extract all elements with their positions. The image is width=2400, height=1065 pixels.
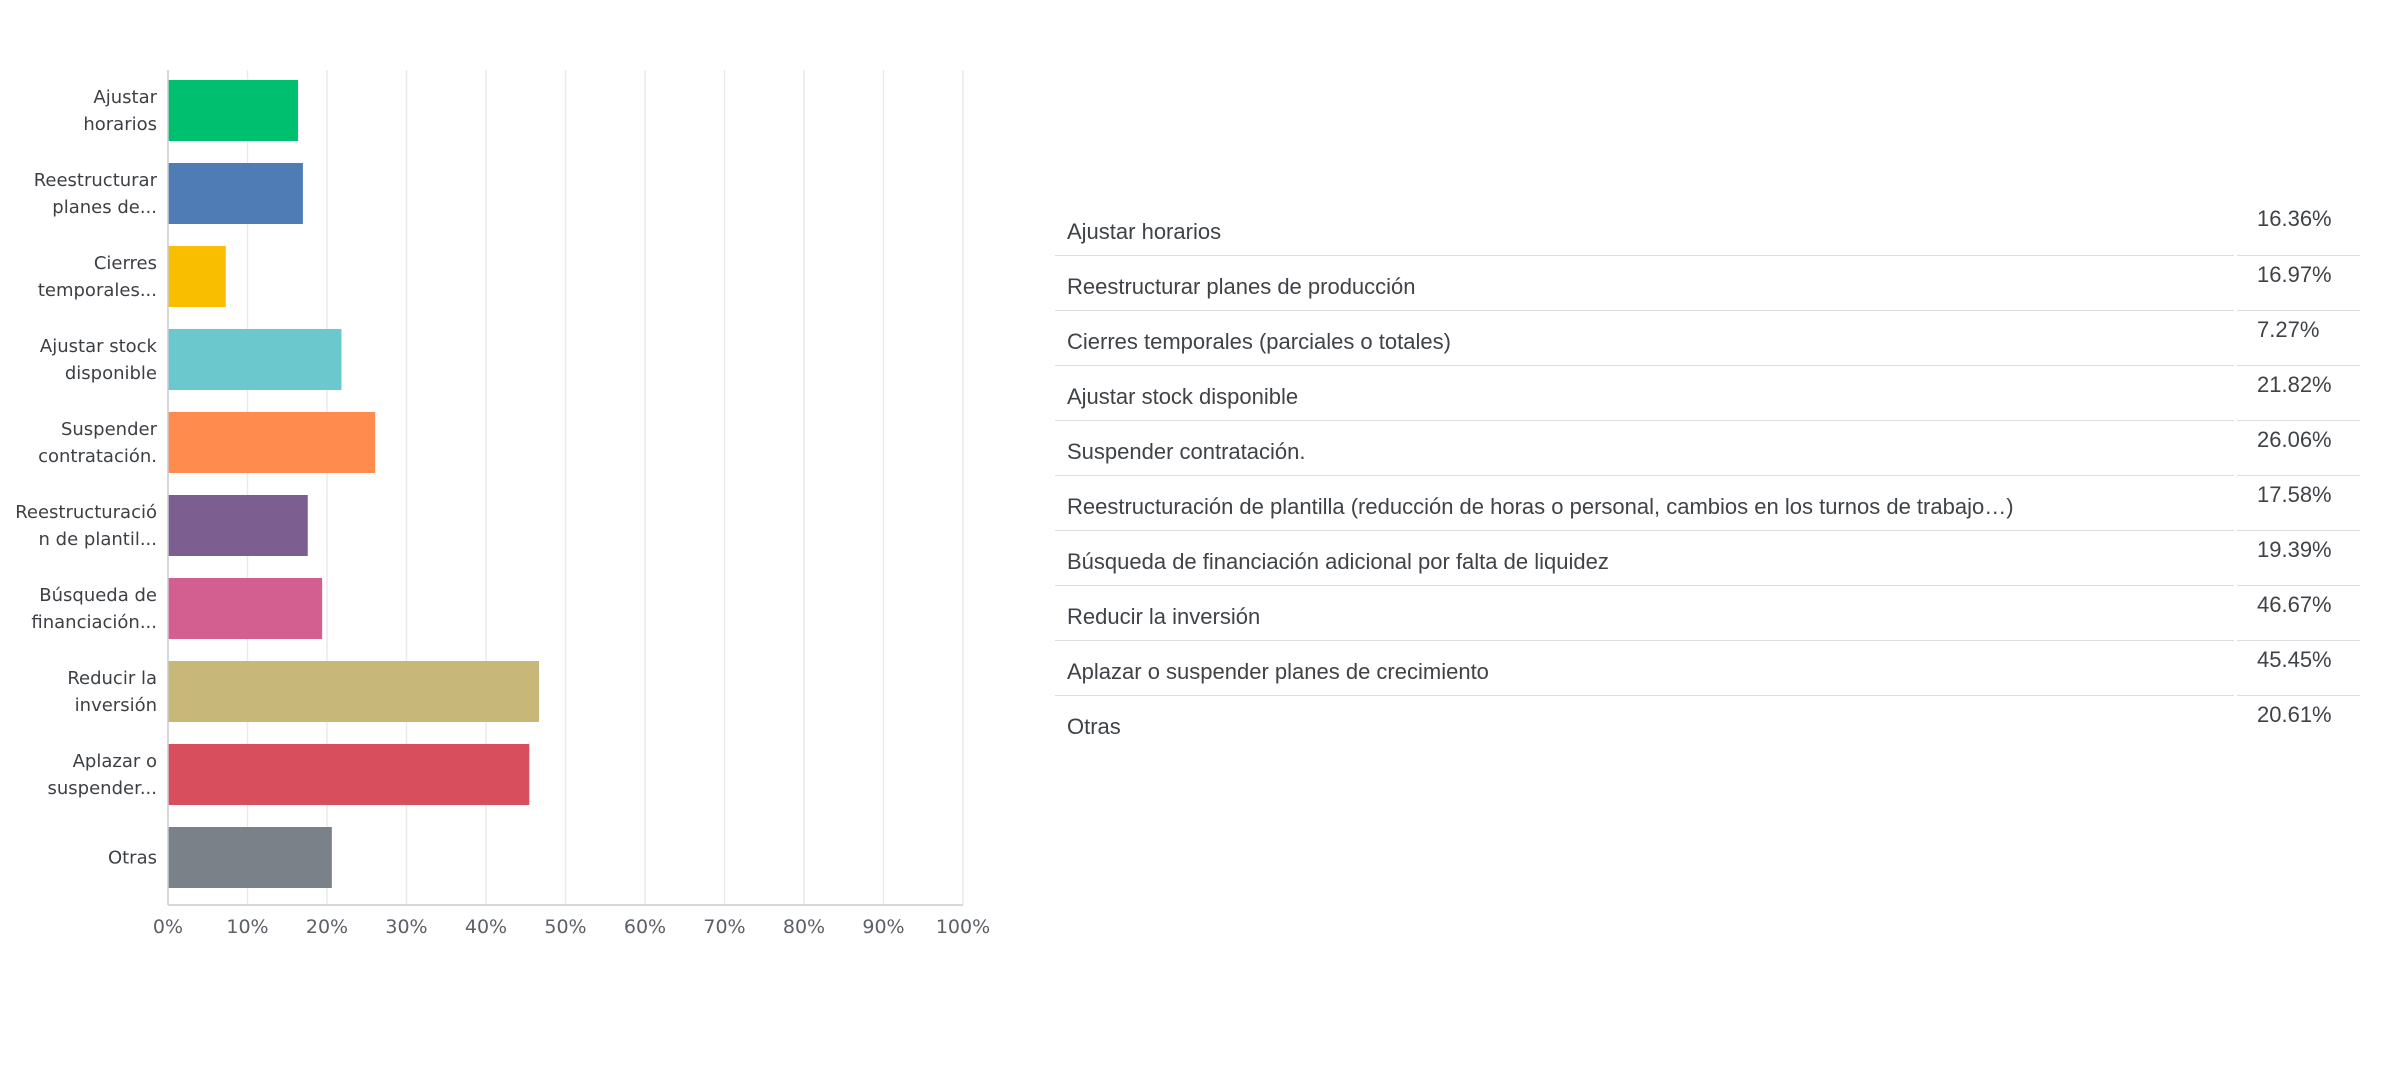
bar	[168, 246, 226, 307]
category-label: suspender...	[47, 778, 157, 799]
x-tick-labels	[153, 916, 990, 938]
category-label: planes de...	[52, 197, 157, 218]
category-label: disponible	[64, 363, 157, 384]
bars	[168, 80, 539, 888]
x-tick-label: 30%	[385, 916, 428, 938]
answer-choice-label: Ajustar stock disponible	[1055, 365, 2234, 420]
response-percentage: 16.36%	[2237, 200, 2360, 255]
bar	[168, 80, 298, 141]
table-row	[1055, 530, 2360, 585]
category-label: Ajustar	[93, 87, 157, 108]
category-label: Reestructurar	[33, 170, 157, 191]
category-label: Ajustar stock	[39, 336, 157, 357]
x-tick-label: 100%	[935, 916, 991, 938]
bar	[168, 827, 332, 888]
answer-choice-label: Reestructurar planes de producción	[1055, 255, 2234, 310]
x-tick-label: 10%	[226, 916, 269, 938]
category-label: Búsqueda de	[39, 585, 157, 606]
response-percentage: 45.45%	[2237, 640, 2360, 695]
category-label: horarios	[83, 114, 157, 135]
response-percentage: 46.67%	[2237, 585, 2360, 640]
table-row	[1055, 200, 2360, 255]
table-row	[1055, 255, 2360, 310]
bar	[168, 412, 375, 473]
table-row	[1055, 310, 2360, 365]
bar-chart	[0, 0, 1000, 1000]
response-percentage: 16.97%	[2237, 255, 2360, 310]
answer-choice-label: Búsqueda de financiación adicional por falta de liquidez	[1055, 530, 2234, 585]
category-label: Suspender	[60, 419, 157, 440]
response-percentage: 7.27%	[2237, 310, 2360, 365]
x-tick-label: 20%	[305, 916, 349, 938]
bar	[168, 163, 303, 224]
answer-choice-label: Cierres temporales (parciales o totales)	[1055, 310, 2234, 365]
response-table	[1055, 200, 2360, 750]
answer-choice-label: Ajustar horarios	[1055, 200, 2234, 255]
category-label: Reducir la	[67, 668, 157, 689]
bar	[168, 661, 539, 722]
category-label: Aplazar o	[72, 751, 157, 772]
answer-choice-label: Suspender contratación.	[1055, 420, 2234, 475]
x-tick-label: 90%	[862, 916, 905, 938]
category-label: inversión	[74, 695, 157, 716]
table-row	[1055, 695, 2360, 750]
bar	[168, 329, 341, 390]
table-row	[1055, 365, 2360, 420]
answer-choice-label: Aplazar o suspender planes de crecimiento	[1055, 640, 2234, 695]
response-percentage: 21.82%	[2237, 365, 2360, 420]
response-percentage: 20.61%	[2257, 701, 2332, 727]
x-tick-label: 80%	[782, 916, 826, 938]
category-labels	[15, 87, 157, 869]
response-percentage: 19.39%	[2237, 530, 2360, 585]
table-row	[1055, 475, 2360, 530]
x-tick-label: 70%	[703, 916, 746, 938]
answer-choice-label: Reestructuración de plantilla (reducción de horas o personal, cambios en los turnos de trabajo…)	[1055, 475, 2234, 530]
category-label: financiación...	[31, 612, 157, 633]
category-label: n de plantil...	[38, 529, 157, 550]
x-tick-label: 40%	[464, 916, 508, 938]
bar	[168, 744, 529, 805]
category-label: temporales...	[37, 280, 157, 301]
response-percentage: 26.06%	[2237, 420, 2360, 475]
bar	[168, 578, 322, 639]
table-row	[1055, 585, 2360, 640]
x-tick-label: 50%	[544, 916, 587, 938]
category-label: contratación.	[38, 446, 157, 467]
table-row	[1055, 640, 2360, 695]
x-tick-label: 60%	[623, 916, 667, 938]
answer-choice-label: Otras	[1067, 714, 1121, 739]
table-row	[1055, 420, 2360, 475]
category-label: Reestructuració	[15, 502, 157, 523]
category-label: Cierres	[93, 253, 157, 274]
answer-choice-label: Reducir la inversión	[1055, 585, 2234, 640]
category-label: Otras	[107, 847, 157, 869]
bar	[168, 495, 308, 556]
response-percentage: 17.58%	[2237, 475, 2360, 530]
x-tick-label: 0%	[152, 916, 184, 938]
